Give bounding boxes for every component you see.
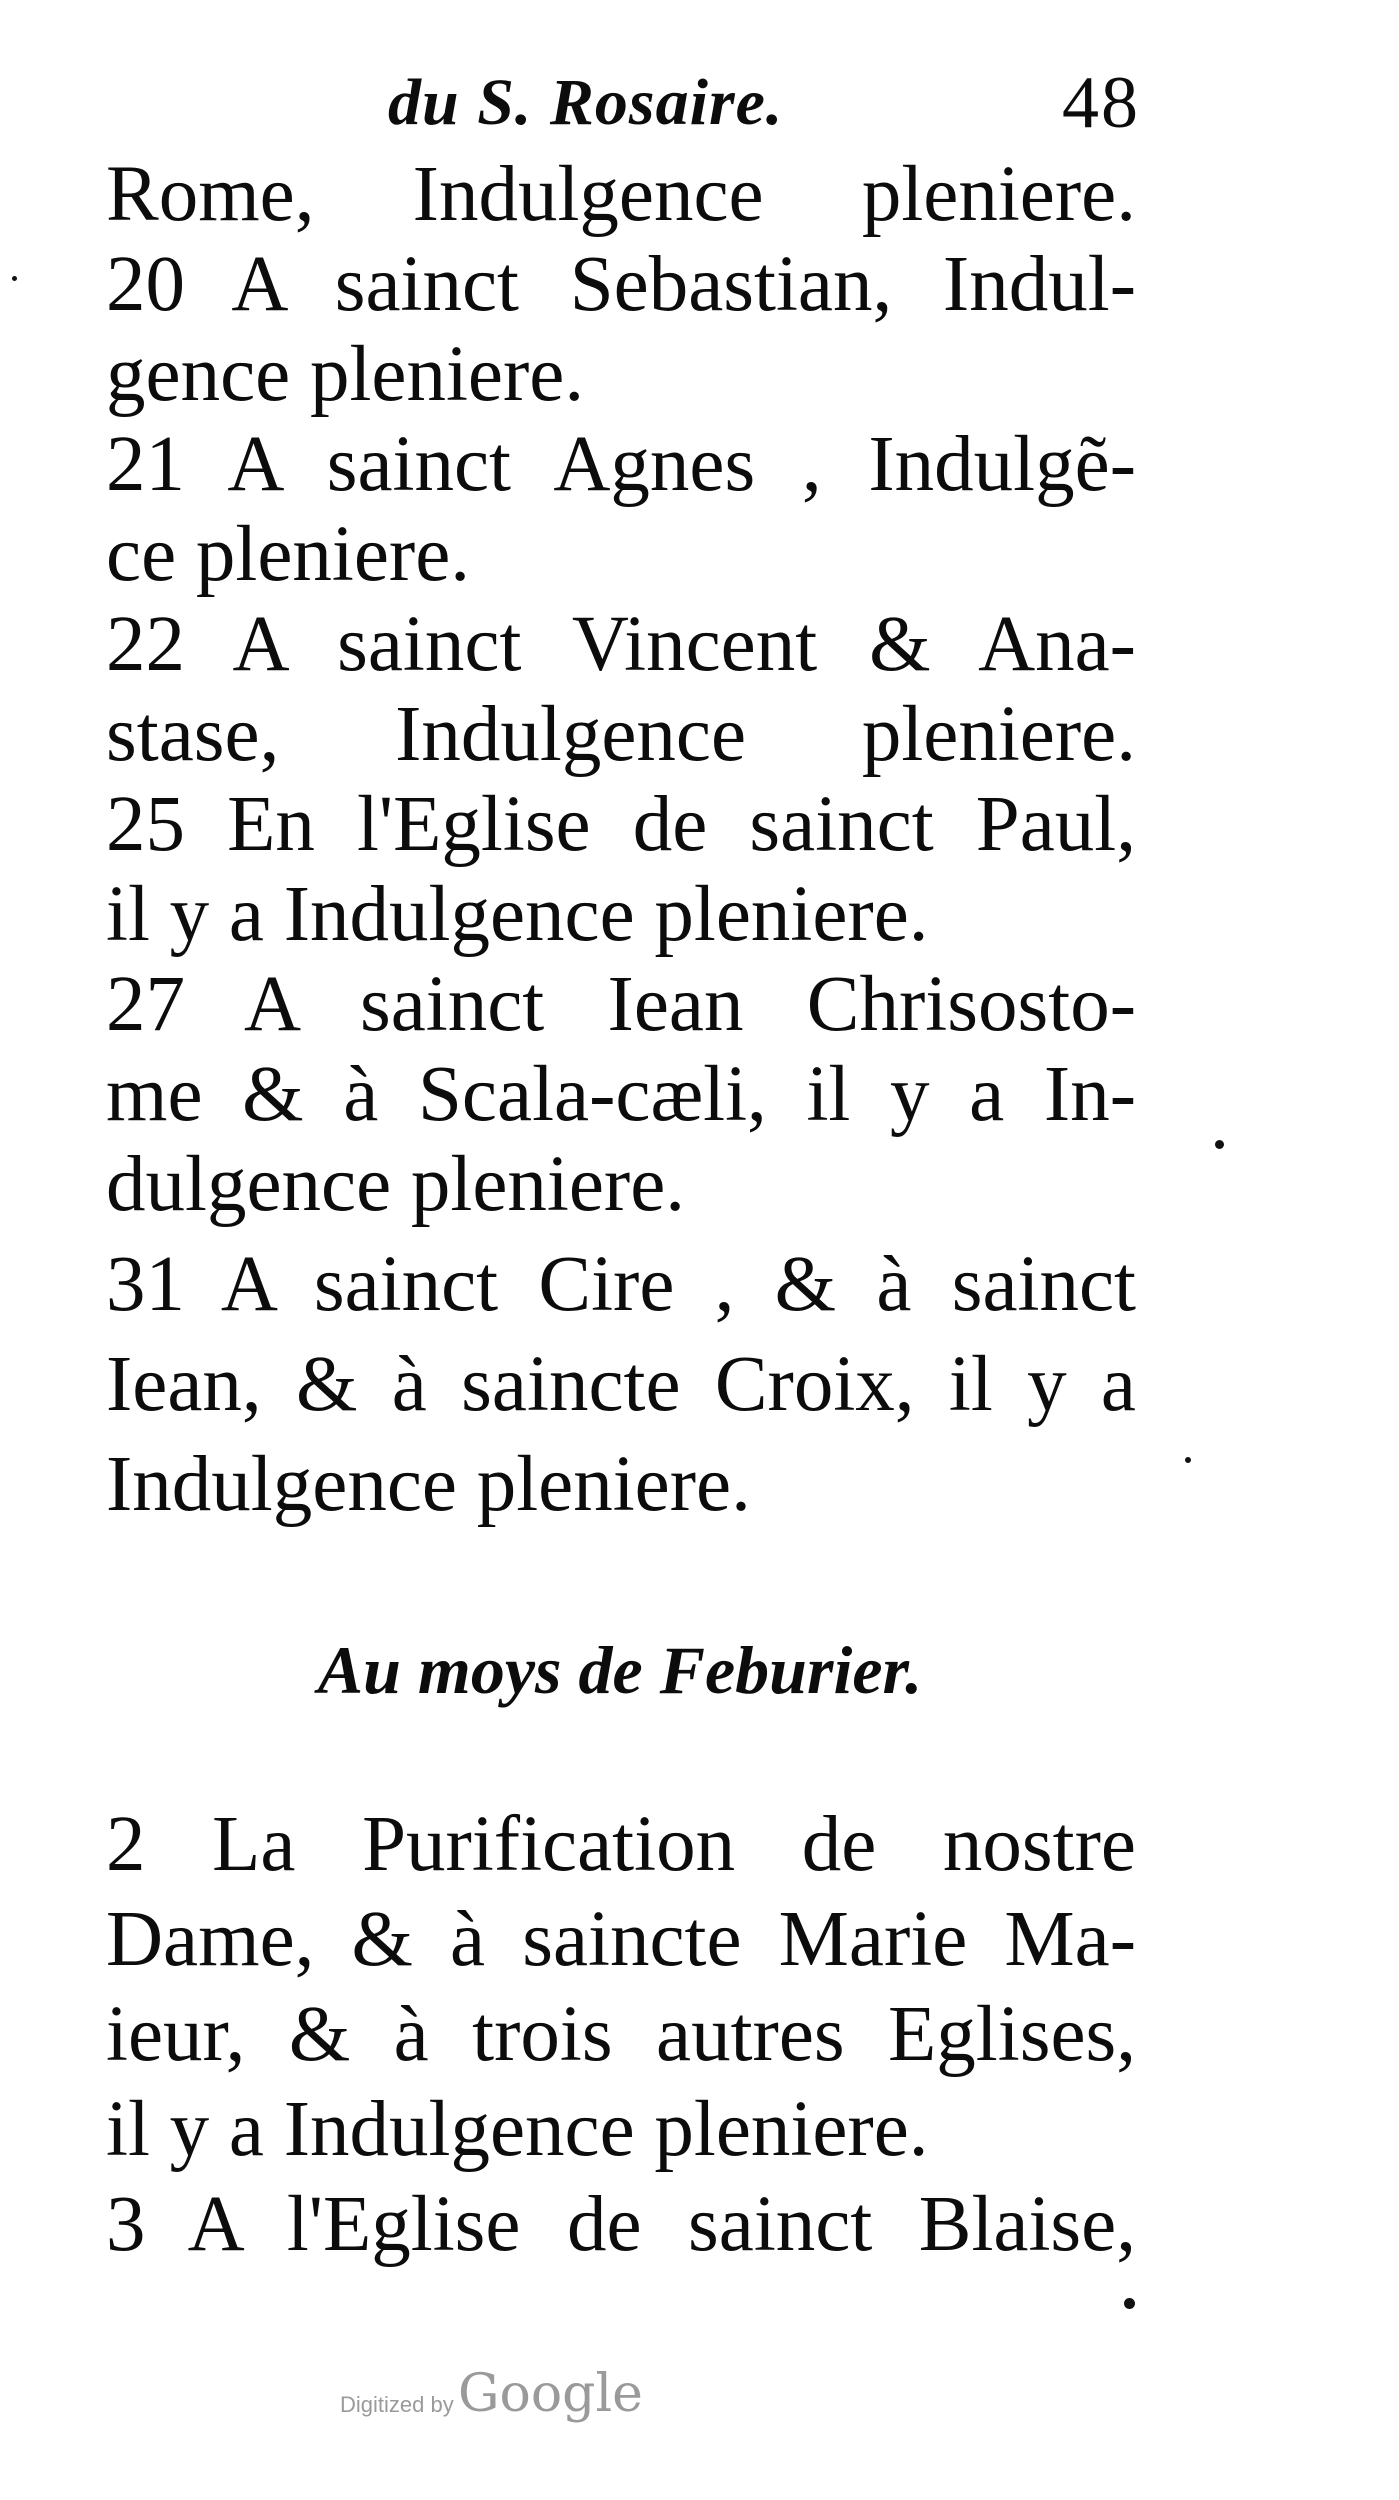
text-line: 20 A sainct Sebastian, Indul-: [106, 241, 1136, 328]
text-line: Rome, Indulgence pleniere.: [106, 151, 1136, 238]
text-line: me & à Scala-cæli, il y a In-: [106, 1051, 1136, 1138]
watermark-brand: Google: [458, 2364, 643, 2424]
text-line: ce pleniere.: [106, 511, 471, 598]
text-line: 2 La Purification de nostre: [106, 1801, 1136, 1888]
ink-speck: [1124, 2298, 1135, 2309]
text-line: ieur, & à trois autres Eglises,: [106, 1991, 1136, 2078]
running-title: du S. Rosaire.: [388, 66, 784, 139]
text-line: il y a Indulgence pleniere.: [106, 2086, 929, 2173]
ink-speck: [1185, 1457, 1191, 1463]
section-heading: Au moys de Feburier.: [317, 1632, 923, 1708]
text-line: gence pleniere.: [106, 331, 585, 418]
text-line: 25 En l'Eglise de sainct Paul,: [106, 781, 1136, 868]
watermark-prefix: Digitized by: [340, 2392, 454, 2417]
text-line: 3 A l'Eglise de sainct Blaise,: [106, 2181, 1136, 2268]
ink-speck: [12, 276, 17, 281]
text-line: stase, Indulgence pleniere.: [106, 691, 1136, 778]
running-head: [380, 58, 1140, 148]
text-line: dulgence pleniere.: [106, 1141, 686, 1228]
text-line: Indulgence pleniere.: [106, 1441, 751, 1528]
text-line: 21 A sainct Agnes , Indulgẽ-: [106, 421, 1136, 508]
text-line: il y a Indulgence pleniere.: [106, 871, 929, 958]
page-number: 48: [1062, 62, 1140, 144]
ink-speck: [1215, 1140, 1224, 1149]
text-line: Dame, & à saincte Marie Ma-: [106, 1896, 1136, 1983]
text-line: Iean, & à saincte Croix, il y a: [106, 1341, 1136, 1428]
digitization-watermark: [340, 2362, 740, 2432]
text-line: 27 A sainct Iean Chrisosto-: [106, 961, 1136, 1048]
text-line: 22 A sainct Vincent & Ana-: [106, 601, 1136, 688]
text-line: 31 A sainct Cire , & à sainct: [106, 1241, 1136, 1328]
